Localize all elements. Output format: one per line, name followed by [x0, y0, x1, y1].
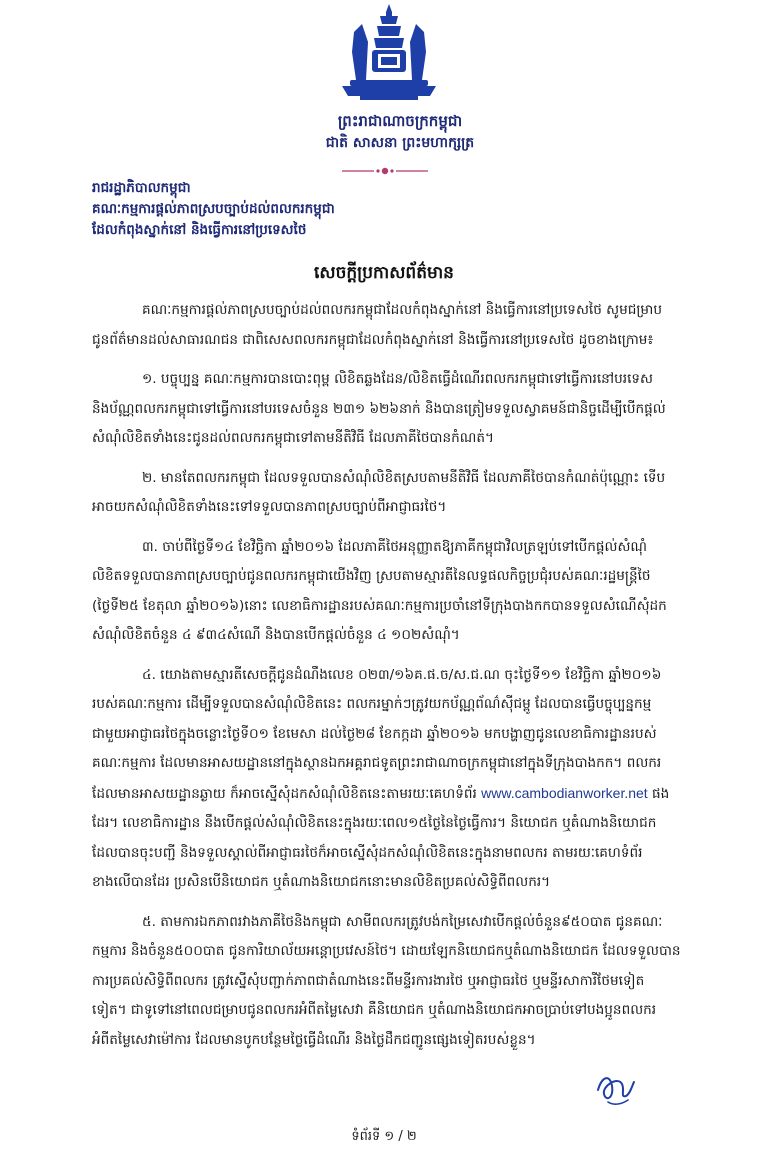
text-line: ការប្រគល់សិទ្ធិពីពលករ ត្រូវស្នើសុំបញ្ជាក់ភាពជាតំណាងនេះពីមន្ទីរការងារថៃ ឬអាជ្ញាធរថៃ ឬមន្ទីរសាការីថែមទៀត — [92, 972, 645, 989]
royal-emblem-icon — [330, 2, 448, 102]
document-title: សេចក្តីប្រកាសព័ត៌មាន — [314, 263, 454, 283]
paragraph-4 — [92, 661, 722, 898]
text-line: ៤. យោងតាមស្មារតីសេចក្តីជូនដំណឹងលេខ ០២៣/១៦គ.ផ.ច/ស.ជ.ណ ចុះថ្ងៃទី១១ ខែវិច្ឆិកា ឆ្នាំ២០១៦ — [142, 666, 662, 683]
text-line: លិខិតទទួលបានភាពស្របច្បាប់ជូនពលករកម្ពុជាយើងវិញ ស្របតាមស្មារតីនៃលទ្ធផលកិច្ចប្រជុំរបស់គណៈរដ្ឋមន្ត្រីថៃ — [92, 568, 651, 584]
text-line: ២. មានតែពលករកម្ពុជា ដែលទទួលបានសំណុំលិខិតស្របតាមនីតិវិធី ដែលភាគីថៃបានកំណត់ប៉ុណ្ណោះ ទើប — [142, 469, 666, 486]
text-line: ដែលបានចុះបញ្ជី និងទទួលស្គាល់ពីអាជ្ញាធរថៃក៏អាចស្នើសុំដកសំណុំលិខិតនេះក្នុងនាមពលករ តាមរយៈគេហទំព័រ — [92, 844, 643, 861]
text-line: កម្មការ និងចំនួន៥០០បាត ជូនការិយាល័យអន្តោប្រវេសន៍ថៃ។ ដោយឡែកនិយោជកឬតំណាងនិយោជក ដែលទទួលបាន — [92, 943, 681, 959]
kingdom-line: ព្រះរាជាណាចក្រកម្ពុជា — [337, 112, 463, 130]
page-number: ទំព័រទី ១ / ២ — [351, 1129, 417, 1144]
text-line: ជាមួយអាជ្ញាធរថៃក្នុងចន្លោះថ្ងៃទី០១ ខែមេសា ដល់ថ្ងៃ២៨ ខែកក្កដា ឆ្នាំ២០១៦ មកបង្ហាញជូនលេខាធិការដ្ឋានរបស់ — [92, 725, 657, 742]
text-line: គណៈកម្មការផ្តល់ភាពស្របច្បាប់ដល់ពលករកម្ពុជាដែលកំពុងស្នាក់នៅ និងធ្វើការនៅប្រទេសថៃ សូមជម្រាប — [142, 302, 662, 318]
government-line: រាជរដ្ឋាភិបាលកម្ពុជា — [92, 180, 191, 196]
text-line: សំណុំលិខិតទាំងនេះជូនដល់ពលករកម្ពុជាទៅតាមនីតិវិធី ដែលភាគីថៃបានកំណត់។ — [92, 430, 494, 446]
link-lead-text: ដែលមានអាសយដ្ឋានឆ្ងាយ ក៏អាចស្នើសុំដកសំណុំលិខិតនេះតាមរយៈគេហទំព័រ — [92, 785, 477, 802]
text-line: របស់គណៈកម្មការ ដើម្បីទទួលបានសំណុំលិខិតនេះ ពលករម្នាក់ៗត្រូវយកប័ណ្ណព័ណ៌ស៊ីជម្ពូ ដែលបានធ្វើបច្ចុប្បន្នកម្ម — [92, 696, 652, 712]
text-line: និងប័ណ្ណពលករកម្ពុជាទៅធ្វើការនៅបរទេសចំនួន ២៣១ ៦២៦នាក់ និងបានត្រៀមទទួលស្វាគមន៍ជានិច្ចដើម្បីបើកផ្តល់ — [92, 400, 666, 417]
text-line: ៥. តាមការឯកភាពរវាងភាគីថៃនិងកម្ពុជា សាមីពលករត្រូវបង់កម្រៃសេវាបើកផ្តល់ចំនួន៩៥០បាត ជូនគណៈ — [142, 913, 663, 930]
text-line: ដែរ។ លេខាធិការដ្ឋាន នឹងបើកផ្តល់សំណុំលិខិតនេះក្នុងរយៈពេល១៥ថ្ងៃនៃថ្ងៃធ្វើការ។ និយោជក ឬតំណាងនិយោជក — [92, 815, 657, 831]
document-body — [92, 296, 722, 1065]
text-line: ៣. ចាប់ពីថ្ងៃទី១៤ ខែវិច្ឆិកា ឆ្នាំ២០១៦ ដែលភាគីថៃអនុញ្ញាតឱ្យភាគីកម្ពុជាវិលត្រឡប់ទៅបើកផ្តល់សំណុំ — [142, 538, 648, 555]
signature-icon — [592, 1068, 638, 1108]
motto-line: ជាតិ សាសនា ព្រះមហាក្សត្រ — [325, 135, 475, 151]
text-line-with-link — [92, 779, 722, 810]
paragraph-intro — [92, 296, 722, 355]
link-trail-text: ផង — [652, 785, 670, 802]
paragraph-1 — [92, 365, 722, 454]
paragraph-5 — [92, 908, 722, 1056]
text-line: ទៀត។ ជាទូទៅនៅពេលជម្រាបជូនពលករអំពីតម្លៃសេវា គឺនិយោជក ឬតំណាងនិយោជកអាចប្រាប់ទៅបងប្អូនពលករ — [92, 1002, 657, 1018]
paragraph-2 — [92, 464, 722, 523]
text-line: ១. បច្ចុប្បន្ន គណៈកម្មការបានបោះពុម្ព លិខិតឆ្លងដែន/លិខិតធ្វើដំណើរពលករកម្ពុជាទៅធ្វើការនៅបរទេស — [142, 371, 653, 387]
text-line: សំណុំលិខិតចំនួន ៤ ៩៣៤សំណើ និងបានបើកផ្តល់ចំនួន ៤ ១០២សំណុំ។ — [92, 627, 460, 643]
text-line: គណៈកម្មការ ដែលមានអាសយដ្ឋាននៅក្នុងស្ថានឯកអគ្គរាជទូតព្រះរាជាណាចក្រកម្ពុជានៅក្នុងទីក្រុងបាងកក។ ពលករ — [92, 755, 662, 771]
divider-ornament-icon — [340, 164, 430, 178]
text-line: ជូនព័ត៌មានដល់សាធារណជន ជាពិសេសពលករកម្ពុជាដែលកំពុងស្នាក់នៅ និងធ្វើការនៅប្រទេសថៃ ដូចខាងក្រោម៖ — [92, 331, 654, 348]
committee-line: គណៈកម្មការផ្តល់ភាពស្របច្បាប់ដល់ពលករកម្ពុជា — [92, 201, 335, 217]
website-link[interactable]: www.cambodianworker.net — [481, 784, 648, 801]
committee-scope-line: ដែលកំពុងស្នាក់នៅ និងធ្វើការនៅប្រទេសថៃ — [92, 222, 307, 238]
text-line: អំពីតម្លៃសេវាម៉ៅការ ដែលមានបូកបន្ថែមថ្លៃធ្វើដំណើរ និងថ្លៃដឹកជញ្ជូនផ្សេងទៀតរបស់ខ្លួន។ — [92, 1031, 536, 1048]
paragraph-3 — [92, 533, 722, 651]
text-line: (ថ្ងៃទី២៥ ខែតុលា ឆ្នាំ២០១៦)នោះ លេខាធិការដ្ឋានរបស់គណៈកម្មការប្រចាំនៅទីក្រុងបាងកកបានទទួលសំណើសុំដក — [92, 597, 667, 614]
text-line: ខាងលើបានដែរ ប្រសិនបើនិយោជក ឬតំណាងនិយោជកនោះមានលិខិតប្រគល់សិទ្ធិពីពលករ។ — [92, 874, 551, 890]
text-line: អាចយកសំណុំលិខិតទាំងនេះទៅទទួលបានភាពស្របច្បាប់ពីអាជ្ញាធរថៃ។ — [92, 499, 447, 515]
